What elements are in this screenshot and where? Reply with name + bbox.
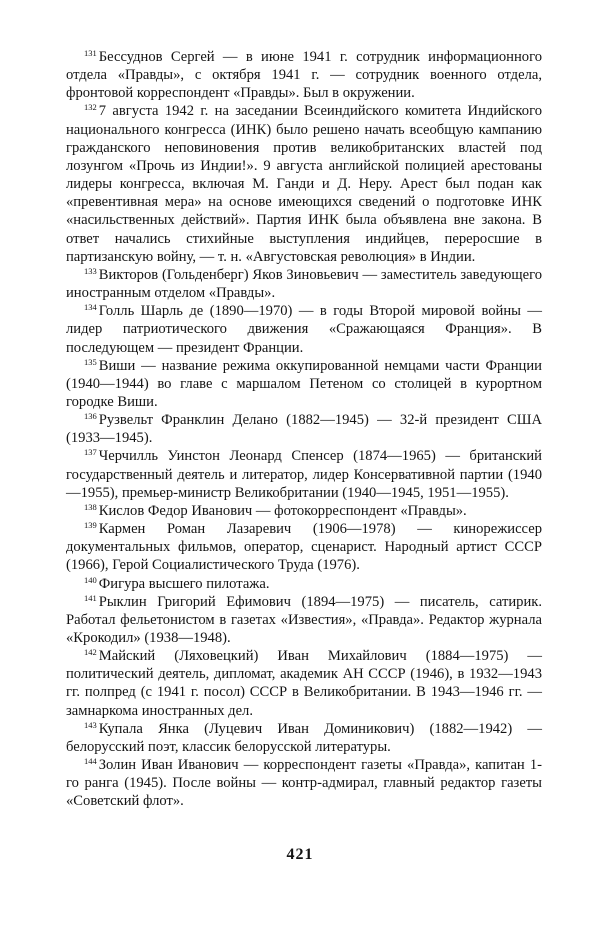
footnote-number: 133 [84,265,97,276]
footnote-138 [66,502,542,520]
footnote-137 [66,447,542,501]
footnote-number: 131 [84,48,97,58]
footnote-text: Черчилль Уинстон Леонард Спенсер (1874—1965) — британский государственный деятель и литератор, лидер Консервативной партии (1940—1955), премьер-министр Великобритании (1940—1945, 1951—1955). [66,448,542,501]
footnote-139 [66,520,542,574]
footnote-text: Купала Янка (Луцевич Иван Доминикович) (1882—1942) — белорусский поэт, классик белорусской литературы. [66,720,542,755]
footnote-number: 141 [84,592,97,603]
footnotes-block [66,48,542,811]
footnote-number: 144 [84,756,97,767]
footnote-number: 132 [84,102,97,113]
footnote-text: Фигура высшего пилотажа. [98,575,270,592]
footnote-132 [66,102,542,265]
footnote-number: 135 [84,356,97,367]
footnote-144 [66,756,542,810]
footnote-text: Виши — название режима оккупированной немцами части Франции (1940—1944) во главе с маршалом Петеном со столицей в курортном городке Виши. [66,357,542,410]
footnote-135 [66,357,542,411]
footnote-140 [66,575,542,593]
footnote-text: Рыклин Григорий Ефимович (1894—1975) — писатель, сатирик. Работал фельетонистом в газетах «Известия», «Правда». Редактор журнала «Крокодил» (1938—1948). [66,593,542,646]
footnote-text: Викторов (Гольденберг) Яков Зиновьевич — заместитель заведующего иностранным отделом «Правды». [66,266,542,302]
footnote-133 [66,266,542,302]
footnote-131 [66,48,542,102]
footnote-134 [66,302,542,356]
footnote-text: 7 августа 1942 г. на заседании Всеиндийского комитета Индийского национального конгресса (ИНК) было решено начать всеобщую кампанию гражданского неповиновения против великобританских властей под лозунгом «Прочь из Индии!». 9 августа английской полицией арестованы лидеры конгресса, включая М. Ганди и Д. Неру. Арест был подан как «превентивная мера» на основе имеющихся сведений о подготовке ИНК «насильственных действий». Партия ИНК была объявлена вне закона. В ответ начались стихийные выступления индийцев, переросшие в партизанскую войну, — т. н. «Августовская революция» в Индии. [66,103,542,265]
footnote-142 [66,647,542,720]
footnote-number: 142 [84,647,97,658]
footnote-number: 138 [84,501,97,512]
footnote-text: Голль Шарль де (1890—1970) — в годы Второй мировой войны — лидер патриотического движения «Сражающаяся Франция». В последующем — президент Франции. [66,303,542,356]
footnote-text: Золин Иван Иванович — корреспондент газеты «Правда», капитан 1-го ранга (1945). После войны — контр-адмирал, главный редактор газеты «Советский флот». [66,757,542,810]
footnote-text: Майский (Ляховецкий) Иван Михайлович (1884—1975) — политический деятель, дипломат, академик АН СССР (1946), в 1932—1943 гг. полпред (с 1941 г. посол) СССР в Великобритании. В 1943—1946 гг. — замнаркома иностранных дел. [66,648,542,719]
footnote-143 [66,720,542,756]
footnote-number: 143 [84,719,97,730]
footnote-text: Кармен Роман Лазаревич (1906—1978) — кинорежиссер документальных фильмов, оператор, сценарист. Народный артист СССР (1966), Герой Социалистического Труда (1976). [66,521,542,574]
footnote-136 [66,411,542,447]
footnote-text: Кислов Федор Иванович — фотокорреспондент «Правды». [98,502,467,519]
footnote-141 [66,593,542,647]
page-number: 421 [286,846,314,863]
footnote-number: 134 [84,302,97,313]
footnote-number: 137 [84,447,97,458]
footnote-number: 136 [84,411,97,422]
footnote-text: Бессуднов Сергей — в июне 1941 г. сотрудник информационного отдела «Правды», с октября 1941 г. — сотрудник военного отдела, фронтовой корреспондент «Правды». Был в окружении. [66,49,542,102]
footnote-number: 139 [84,520,97,531]
footnote-text: Рузвельт Франклин Делано (1882—1945) — 32-й президент США (1933—1945). [66,412,542,447]
footnote-number: 140 [84,574,97,585]
